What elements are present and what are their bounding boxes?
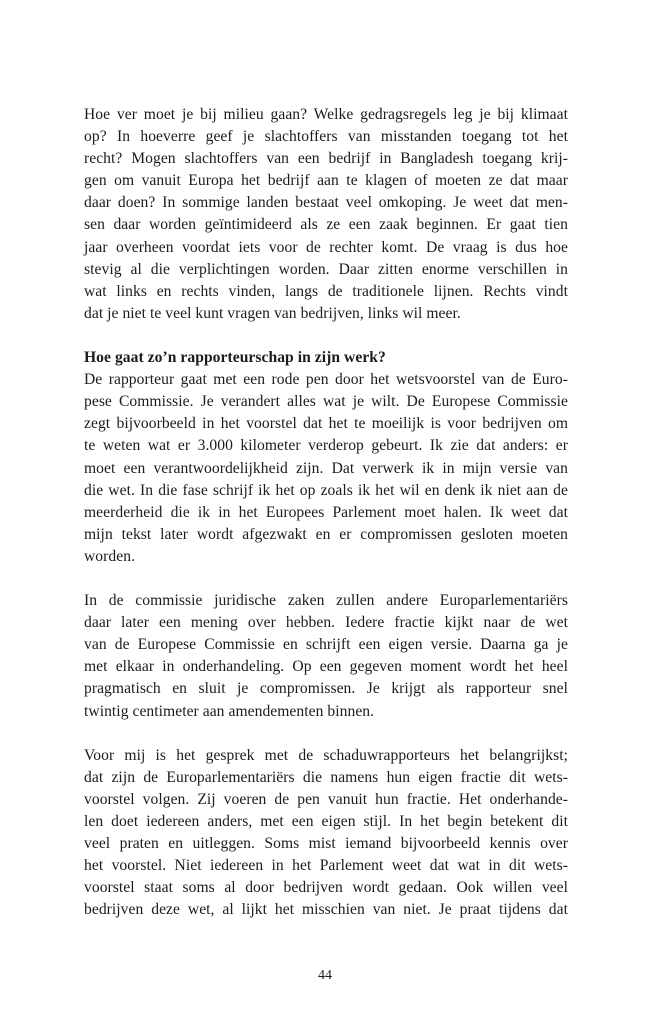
section-heading: Hoe gaat zo’n rapporteurschap in zijn werk? — [84, 349, 386, 367]
text-line: pragmatisch en sluit je compromissen. Je krijgt als rapporteur snel — [84, 680, 568, 698]
text-line: met elkaar in onderhandeling. Op een gegeven moment wordt het heel — [84, 658, 568, 676]
text-line: mijn tekst later wordt afgezwakt en er compromissen gesloten moeten — [84, 525, 568, 543]
text-line: zegt bijvoorbeeld in het voorstel dat het te moeilijk is voor bedrijven om — [84, 415, 568, 433]
paragraph-gap — [84, 723, 568, 745]
text-line: dat je niet te veel kunt vragen van bedrijven, links wil meer. — [84, 304, 461, 322]
text-line: stevig al die verplichtingen worden. Daar zitten enorme verschillen in — [84, 260, 568, 278]
text-line: pese Commissie. Je verandert alles wat je wilt. De Europese Commissie — [84, 393, 568, 411]
text-line: daar doen? In sommige landen bestaat veel omkoping. Je weet dat men- — [84, 194, 568, 212]
text-line: moet een verantwoordelijkheid zijn. Dat verwerk ik in mijn versie van — [84, 459, 568, 477]
text-line: daar later een mening over hebben. Iedere fractie kijkt naar de wet — [84, 614, 568, 632]
text-line: twintig centimeter aan amendementen binnen. — [84, 702, 375, 720]
text-line: voorstel staat soms al door bedrijven wordt gedaan. Ook willen veel — [84, 879, 568, 897]
text-line: het voorstel. Niet iedereen in het Parlement weet dat wat in dit wets- — [84, 857, 568, 875]
text-line: bedrijven deze wet, al lijkt het misschien van niet. Je praat tijdens dat — [84, 901, 568, 919]
text-line: van de Europese Commissie en schrijft een eigen versie. Daarna ga je — [84, 636, 568, 654]
text-line: worden. — [84, 547, 136, 565]
text-line: In de commissie juridische zaken zullen andere Europarlementariërs — [84, 592, 568, 610]
paragraph — [84, 369, 568, 568]
text-line: op? In hoeverre geef je slachtoffers van misstanden toegang tot het — [84, 128, 568, 146]
page-body — [84, 104, 568, 921]
text-line: jaar overheen voordat iets voor de rechter komt. De vraag is dus hoe — [84, 238, 568, 256]
paragraph — [84, 745, 568, 922]
text-line: voorstel volgen. Zij voeren de pen vanuit hun fractie. Het onderhande- — [84, 790, 568, 808]
text-line: meerderheid die ik in het Europees Parlement moet halen. Ik weet dat — [84, 503, 568, 521]
text-line: gen om vanuit Europa het bedrijf aan te klagen of moeten ze dat maar — [84, 172, 568, 190]
text-line: De rapporteur gaat met een rode pen door het wetsvoorstel van de Euro- — [84, 371, 568, 389]
text-line: Hoe ver moet je bij milieu gaan? Welke gedragsregels leg je bij klimaat — [84, 106, 568, 123]
page-number: 44 — [318, 968, 332, 983]
text-line: sen daar worden geïntimideerd als ze een zaak beginnen. Er gaat tien — [84, 216, 568, 234]
paragraph-gap — [84, 568, 568, 590]
text-line: die wet. In die fase schrijf ik het op zoals ik het wil en denk ik niet aan de — [84, 481, 568, 499]
text-line: Voor mij is het gesprek met de schaduwrapporteurs het belangrijkst; — [84, 746, 568, 764]
text-line: recht? Mogen slachtoffers van een bedrijf in Bangladesh toegang krij- — [84, 150, 568, 168]
paragraph — [84, 590, 568, 723]
text-line: veel praten en uitleggen. Soms mist iemand bijvoorbeeld kennis over — [84, 835, 568, 853]
text-line: wat links en rechts vinden, langs de traditionele lijnen. Rechts vindt — [84, 282, 568, 300]
paragraph — [84, 104, 568, 325]
text-line: te weten wat er 3.000 kilometer verderop gebeurt. Ik zie dat anders: er — [84, 437, 568, 455]
paragraph-gap — [84, 325, 568, 347]
text-line: dat zijn de Europarlementariërs die namens hun eigen fractie dit wets- — [84, 768, 568, 786]
text-line: len doet iedereen anders, met een eigen stijl. In het begin betekent dit — [84, 813, 568, 830]
